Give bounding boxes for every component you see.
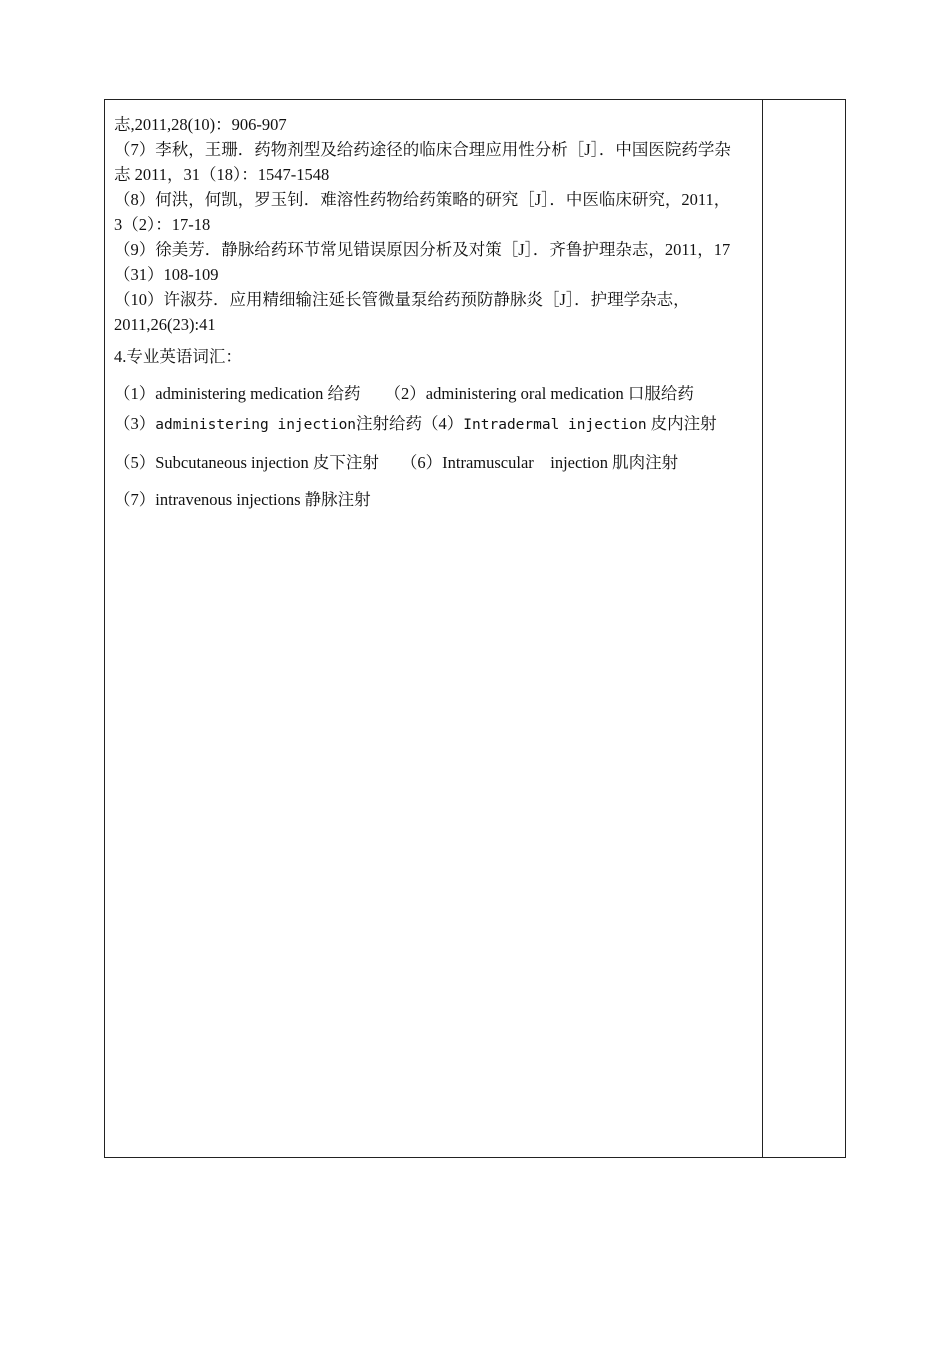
vocab-item-2: （2）administering oral medication 口服给药 — [384, 384, 694, 403]
vocab-item-7: （7）intravenous injections 静脉注射 — [114, 490, 371, 509]
vocab-row-1 — [114, 379, 754, 409]
vocab-item-5: （5）Subcutaneous injection 皮下注射 — [114, 453, 379, 472]
vocab-item-4-number: （4） — [422, 414, 464, 433]
reference-line: 志 2011，31（18）：1547-1548 — [114, 165, 330, 184]
reference-line: （7）李秋，王珊．药物剂型及给药途径的临床合理应用性分析［J］．中国医院药学杂 — [114, 140, 731, 159]
table-cell-content — [114, 112, 754, 515]
reference-line: （31）108-109 — [114, 265, 219, 284]
vocab-item-3-number: （3） — [114, 414, 156, 433]
reference-line: （9）徐美芳．静脉给药环节常见错误原因分析及对策［J］．齐鲁护理杂志，2011，17 — [114, 240, 731, 259]
document-table — [104, 99, 846, 1158]
vocab-item-4-chinese: 皮内注射 — [650, 414, 717, 433]
vocab-item-1: （1）administering medication 给药 — [114, 384, 361, 403]
vocab-item-3-english: administering injection — [155, 417, 357, 433]
vocab-item-3-chinese: 注射给药 — [356, 414, 423, 433]
vocab-item-4-english: Intradermal injection — [463, 417, 647, 433]
vocab-row-4 — [114, 485, 754, 515]
vocab-row-3 — [114, 448, 754, 478]
vocab-row-2 — [114, 409, 754, 439]
table-column-divider — [762, 100, 763, 1157]
reference-line: （8）何洪，何凯，罗玉钊．难溶性药物给药策略的研究［J］．中医临床研究，2011， — [114, 190, 731, 209]
reference-line: 2011,26(23):41 — [114, 315, 216, 334]
vocab-heading: 4.专业英语词汇： — [114, 347, 242, 366]
reference-line: 3（2）：17-18 — [114, 215, 211, 234]
vocab-item-6: （6）Intramuscular injection 肌肉注射 — [400, 453, 679, 472]
reference-line: （10）许淑芬．应用精细输注延长管微量泵给药预防静脉炎［J］．护理学杂志， — [114, 290, 690, 309]
reference-line: 志,2011,28(10)：906-907 — [114, 115, 287, 134]
reference-list — [114, 112, 754, 337]
